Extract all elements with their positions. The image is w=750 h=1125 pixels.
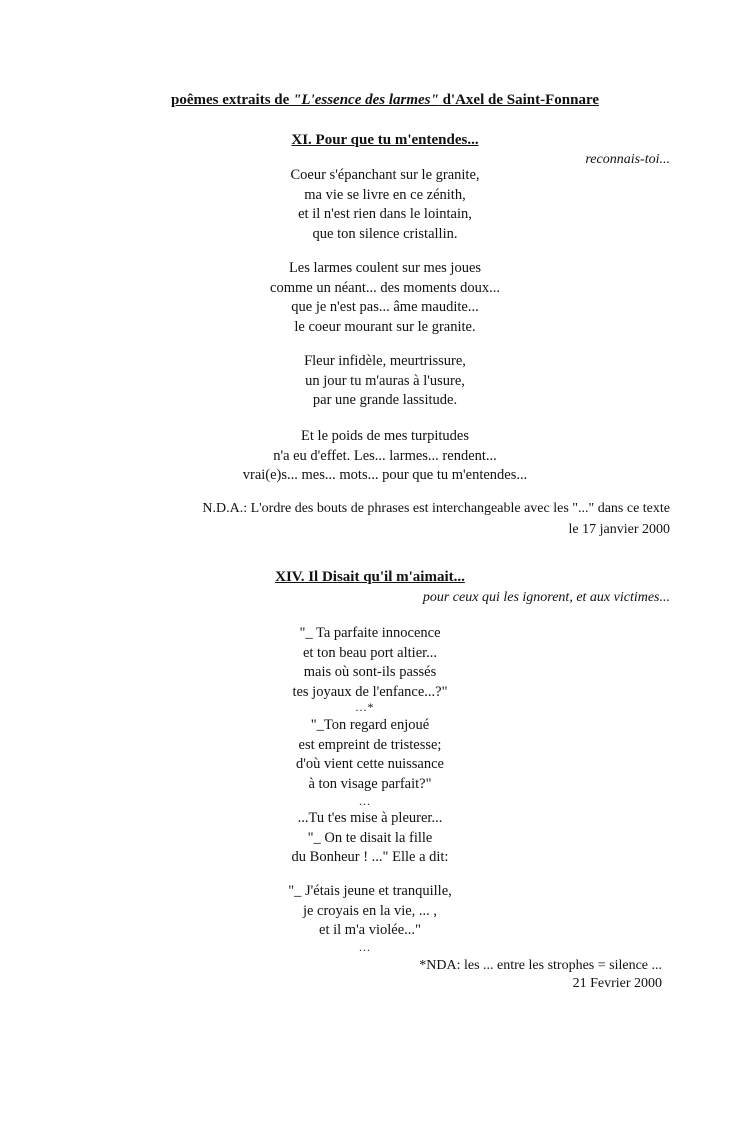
verse-line: "_Ton regard enjoué xyxy=(310,717,430,733)
stanza-separator: ...* xyxy=(355,700,375,714)
stanza-separator: ... xyxy=(359,940,371,954)
poem-2-stanza-1 xyxy=(0,624,740,702)
poem-1-title: XI. Pour que tu m'entendes... xyxy=(291,132,479,148)
verse-line: ...Tu t'es mise à pleurer... xyxy=(297,810,443,826)
poem-2-title: XIV. Il Disait qu'il m'aimait... xyxy=(275,569,465,585)
verse-line: que je n'est pas... âme maudite... xyxy=(291,299,479,315)
verse-line: d'où vient cette nuissance xyxy=(296,756,444,772)
verse-line: "_ J'étais jeune et tranquille, xyxy=(288,883,452,899)
verse-line: par une grande lassitude. xyxy=(312,392,458,408)
verse-line: Fleur infidèle, meurtrissure, xyxy=(304,353,466,369)
verse-line: du Bonheur ! ..." Elle a dit: xyxy=(291,849,449,865)
verse-line: je croyais en la vie, ... , xyxy=(302,902,438,919)
verse-line: "_ On te disait la fille xyxy=(307,829,433,846)
verse-line: et il n'est rien dans le lointain, xyxy=(298,206,472,222)
verse-line: et il m'a violée..." xyxy=(319,922,421,938)
poem-1-stanza-2 xyxy=(0,259,750,337)
verse-line: comme un néant... des moments doux... xyxy=(270,279,500,296)
stanza-separator: ... xyxy=(359,794,371,808)
verse-line: à ton visage parfait?" xyxy=(308,775,432,792)
poem-2-stanza-3 xyxy=(0,809,740,868)
verse-line: ma vie se livre en ce zénith, xyxy=(304,186,466,203)
poem-2-stanza-2 xyxy=(0,716,740,794)
verse-line: Les larmes coulent sur mes joues xyxy=(288,260,482,276)
verse-line: est empreint de tristesse; xyxy=(298,736,442,753)
verse-line: et ton beau port altier... xyxy=(302,644,438,661)
verse-line: n'a eu d'effet. Les... larmes... rendent... xyxy=(273,447,497,464)
poem-2-stanza-4 xyxy=(0,882,740,941)
poem-1-author-note: N.D.A.: L'ordre des bouts de phrases est interchangeable avec les "..." dans ce texte xyxy=(202,501,670,516)
verse-line: un jour tu m'auras à l'usure, xyxy=(305,372,465,389)
poem-2-dedication: pour ceux qui les ignorent, et aux victimes... xyxy=(422,590,670,605)
verse-line: "_ Ta parfaite innocence xyxy=(299,625,441,641)
verse-line: Et le poids de mes turpitudes xyxy=(301,428,469,444)
poem-1-dedication: reconnais-toi... xyxy=(585,152,670,167)
poem-1-date: le 17 janvier 2000 xyxy=(568,522,670,537)
poem-1-stanza-4 xyxy=(0,427,750,486)
poem-1-stanza-3 xyxy=(0,352,750,411)
verse-line: vrai(e)s... mes... mots... pour que tu m'entendes... xyxy=(242,467,528,483)
verse-line: que ton silence cristallin. xyxy=(312,225,458,242)
poem-2-author-note: *NDA: les ... entre les strophes = silence ... xyxy=(419,958,662,973)
verse-line: mais où sont-ils passés xyxy=(303,664,437,680)
poem-2-date: 21 Fevrier 2000 xyxy=(572,976,662,991)
verse-line: tes joyaux de l'enfance...?" xyxy=(292,683,448,700)
verse-line: Coeur s'épanchant sur le granite, xyxy=(290,167,480,183)
page-header: poêmes extraits de "L'essence des larmes" d'Axel de Saint-Fonnare xyxy=(170,92,599,108)
poem-1-stanza-1 xyxy=(0,166,750,244)
verse-line: le coeur mourant sur le granite. xyxy=(294,318,476,335)
